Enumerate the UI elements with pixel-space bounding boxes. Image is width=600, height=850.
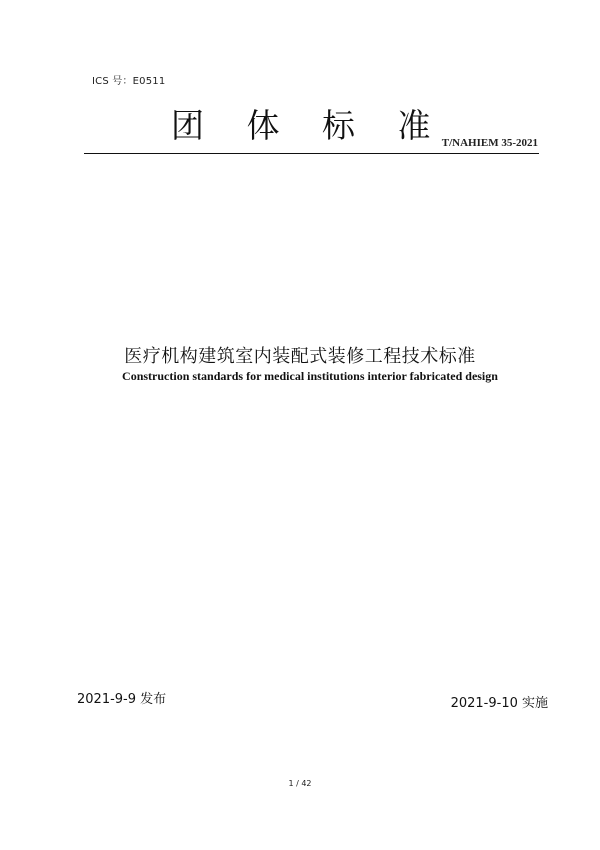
document-title-chinese: 医疗机构建筑室内装配式装修工程技术标准 xyxy=(124,346,476,367)
publish-date: 2021-9-9 发布 xyxy=(77,692,167,707)
ics-code: ICS 号：E0511 xyxy=(92,76,166,87)
standard-number: T/NAHIEM 35-2021 xyxy=(441,137,538,149)
effective-date: 2021-9-10 实施 xyxy=(450,696,548,711)
group-standard-heading: 团 体 标 准 xyxy=(171,106,447,145)
page-number: 1 / 42 xyxy=(288,779,312,788)
document-title-english: Construction standards for medical institutions interior fabricated design xyxy=(122,369,498,383)
header-divider xyxy=(84,153,539,154)
